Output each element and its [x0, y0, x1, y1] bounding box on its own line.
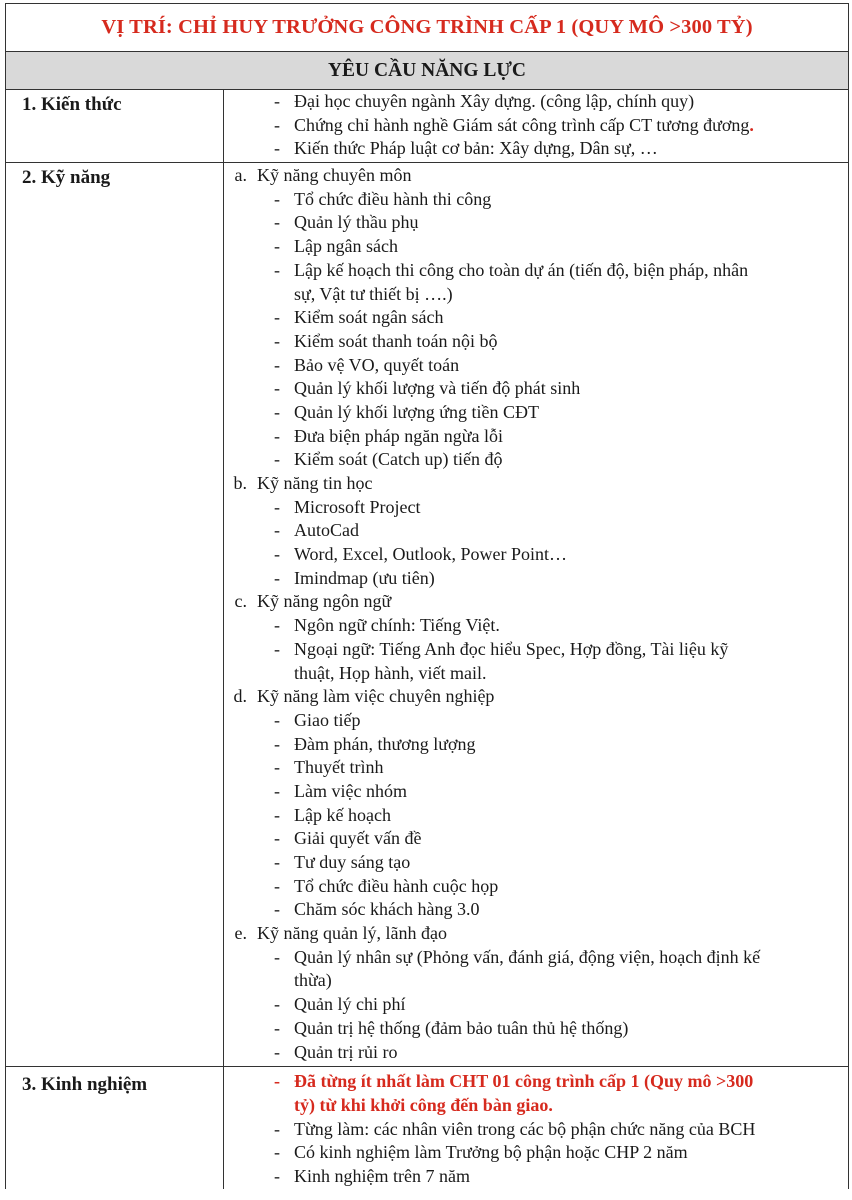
section-body-experience — [224, 1067, 848, 1188]
list-item: - Chứng chỉ hành nghề Giám sát công trình cấp CT tương đương. — [274, 114, 754, 135]
section-header: YÊU CẦU NĂNG LỰC — [327, 59, 527, 81]
section-body-skills — [224, 163, 848, 1066]
list-item: - Tổ chức điều hành cuộc họp — [274, 875, 499, 896]
highlight-requirement: - Đã từng ít nhất làm CHT 01 công trình cấp 1 (Quy mô >300 — [274, 1071, 754, 1092]
list-item: - Quản trị rủi ro — [274, 1041, 398, 1062]
title-row — [6, 4, 848, 52]
list-item: - Thuyết trình — [274, 757, 384, 778]
list-item: - Có kinh nghiệm làm Trưởng bộ phận hoặc CHP 2 năm — [274, 1142, 688, 1163]
list-item: - Quản lý khối lượng và tiến độ phát sinh — [274, 378, 581, 399]
section-label-skills: 2. Kỹ năng — [6, 163, 224, 1066]
skill-category-b: b. Kỹ năng tin học — [233, 473, 373, 493]
list-item: - Quản lý chi phí — [274, 994, 406, 1015]
list-item: - Làm việc nhóm — [274, 780, 407, 801]
list-item: - Quản trị hệ thống (đảm bảo tuân thủ hệ thống) — [274, 1017, 629, 1038]
list-item: - Lập kế hoạch — [274, 804, 391, 825]
document-title: VỊ TRÍ: CHỈ HUY TRƯỞNG CÔNG TRÌNH CẤP 1 (QUY MÔ >300 TỶ) — [101, 16, 753, 38]
list-item: - Kinh nghiệm trên 7 năm — [274, 1165, 470, 1186]
section-body-knowledge — [224, 90, 848, 162]
list-item: - Quản lý khối lượng ứng tiền CĐT — [274, 401, 540, 422]
list-item: - Quản lý nhân sự (Phỏng vấn, đánh giá, động viện, hoạch định kế — [274, 946, 761, 967]
list-item: - Từng làm: các nhân viên trong các bộ phận chức năng của BCH — [274, 1118, 756, 1139]
section-knowledge — [6, 90, 848, 163]
list-item: - Kiến thức Pháp luật cơ bản: Xây dựng, Dân sự, … — [274, 138, 658, 159]
list-item: - Ngôn ngữ chính: Tiếng Việt. — [274, 615, 500, 636]
list-item: - Ngoại ngữ: Tiếng Anh đọc hiểu Spec, Hợp đồng, Tài liệu kỹ — [274, 638, 729, 659]
header-row — [6, 52, 848, 90]
list-item-continuation: thừa) — [294, 970, 332, 991]
list-item: - Giải quyết vấn đề — [274, 828, 422, 849]
section-label-knowledge: 1. Kiến thức — [6, 90, 224, 162]
competency-document — [5, 3, 849, 1189]
list-item: - Đàm phán, thương lượng — [274, 733, 476, 754]
list-item-continuation: sự, Vật tư thiết bị ….) — [294, 283, 453, 304]
skill-category-c: c. Kỹ năng ngôn ngữ — [234, 591, 392, 612]
list-item: - Đại học chuyên ngành Xây dựng. (công lập, chính quy) — [274, 91, 695, 111]
list-item: - Imindmap (ưu tiên) — [274, 567, 435, 588]
list-item: - Kiểm soát ngân sách — [274, 307, 444, 328]
list-item-continuation: thuật, Họp hành, viết mail. — [294, 662, 487, 683]
highlight-continuation: tỷ) từ khi khởi công đến bàn giao. — [294, 1094, 553, 1115]
section-label-experience: 3. Kinh nghiệm — [6, 1067, 224, 1188]
list-item: - Tổ chức điều hành thi công — [274, 188, 492, 209]
list-item: - Lập kế hoạch thi công cho toàn dự án (tiến độ, biện pháp, nhân — [274, 259, 749, 280]
list-item: - Giao tiếp — [274, 709, 361, 730]
list-item: - Lập ngân sách — [274, 236, 398, 257]
section-experience — [6, 1067, 848, 1188]
list-item: - Word, Excel, Outlook, Power Point… — [274, 544, 568, 565]
list-item: - AutoCad — [274, 520, 359, 541]
red-mark: . — [749, 114, 754, 135]
list-item: - Tư duy sáng tạo — [274, 852, 411, 872]
list-item: - Đưa biện pháp ngăn ngừa lỗi — [274, 425, 503, 446]
list-item: - Quản lý thầu phụ — [274, 212, 419, 233]
list-item: - Chăm sóc khách hàng 3.0 — [274, 899, 480, 920]
section-skills — [6, 163, 848, 1067]
skill-category-e: e. Kỹ năng quản lý, lãnh đạo — [234, 923, 447, 944]
list-item: - Kiểm soát thanh toán nội bộ — [274, 330, 498, 351]
list-item: - Microsoft Project — [274, 496, 421, 517]
skill-category-d: d. Kỹ năng làm việc chuyên nghiệp — [233, 686, 495, 707]
list-item: - Bảo vệ VO, quyết toán — [274, 354, 460, 375]
list-item: - Kiểm soát (Catch up) tiến độ — [274, 449, 503, 470]
skill-category-a: a. Kỹ năng chuyên môn — [234, 165, 412, 186]
